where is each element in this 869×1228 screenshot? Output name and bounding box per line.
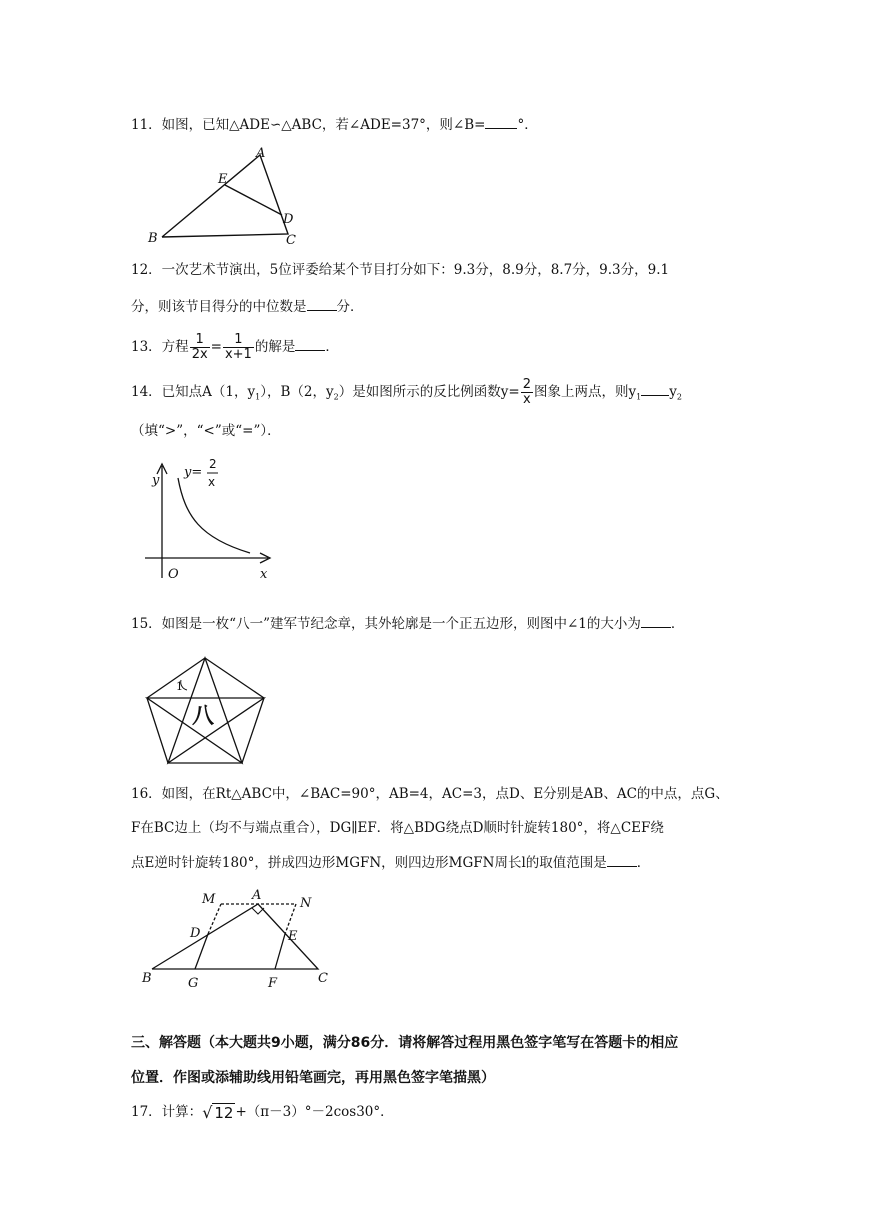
question-13: 13．方程 $\frac{1}{2x}$ = $\frac{1}{x+1}$ 的解是 ．: [131, 332, 339, 362]
fraction-1: $\frac{1}{2x}$: [191, 332, 208, 362]
svg-text:2: 2: [209, 457, 217, 471]
label-M: M: [202, 892, 216, 907]
answer-blank: [641, 613, 671, 628]
question-16-line1: 16．如图，在Rt△ABC中，∠BAC=90°，AB=4，AC=3，点D、E分别是AB、AC的中点，点G、: [131, 786, 729, 802]
answer-blank: [307, 296, 337, 311]
label-A: A: [252, 888, 262, 903]
x-axis-label: x: [260, 567, 268, 582]
label-D: D: [283, 212, 294, 227]
label-C: C: [318, 971, 328, 986]
sqrt-expression: √ 12: [202, 1102, 234, 1122]
function-label: y=: [184, 465, 203, 480]
label-E: E: [218, 172, 228, 187]
question-17: 17．计算：√ 12 +（π－3）°－2cos30°．: [131, 1102, 394, 1122]
figure-16-quadrilateral: [140, 884, 340, 992]
y-axis-label: y: [152, 473, 160, 488]
angle-1-label: 1: [176, 680, 183, 693]
svg-text:x: x: [208, 475, 216, 489]
question-14-line2: （填“>”，“<”或“=”）．: [131, 423, 281, 439]
question-12-line1: 12．一次艺术节演出，5位评委给某个节目打分如下：9.3分，8.9分，8.7分，9.3分，9.1: [131, 262, 670, 278]
question-15: 15．如图是一枚“八一”建军节纪念章，其外轮廓是一个正五边形，则图中∠1的大小为 ．: [131, 613, 684, 634]
answer-blank: [607, 852, 637, 867]
label-D: D: [190, 926, 201, 941]
question-16-line3: 点E逆时针旋转180°，拼成四边形MGFN，则四边形MGFN周长l的取值范围是 ．: [131, 852, 650, 873]
q11-text: 11．如图，已知△ADE∽△ABC，若∠ADE=37°，则∠B=: [131, 117, 486, 133]
section-3-heading-line1: 三、解答题（本大题共9小题，满分86分．请将解答过程用黑色签字笔写在答题卡的相应: [131, 1035, 679, 1051]
label-F: F: [268, 976, 278, 991]
question-11: 11．如图，已知△ADE∽△ABC，若∠ADE=37°，则∠B= °．: [131, 114, 538, 135]
center-char-ba: 八: [192, 704, 215, 729]
section-3-heading-line2: 位置．作图或添辅助线用铅笔画完，再用黑色签字笔描黑）: [131, 1070, 495, 1086]
label-N: N: [300, 896, 312, 911]
question-14-line1: 14．已知点A（1，$y_1$），B（2，$y_2$）是如图所示的反比例函数y= $\frac{2}{x}$ 图象上两点，则$y_1$ $y_2$: [131, 377, 682, 407]
figure-11-triangle: [140, 143, 310, 249]
answer-blank: [485, 114, 517, 129]
fraction-2: $\frac{1}{x+1}$: [224, 332, 252, 362]
answer-blank: [641, 381, 669, 396]
question-16-line2: F在BC边上（均不与端点重合），DG∥EF．将△BDG绕点D顺时针旋转180°，将△CEF绕: [131, 820, 664, 836]
figure-14-graph: [140, 456, 280, 586]
question-12-line2: 分，则该节目得分的中位数是 分．: [131, 296, 364, 317]
label-B: B: [148, 231, 158, 246]
label-G: G: [188, 976, 199, 991]
label-E: E: [288, 929, 298, 944]
fraction-2-over-x: $\frac{2}{x}$: [522, 377, 531, 407]
label-C: C: [286, 233, 296, 248]
answer-blank: [295, 336, 325, 351]
origin-label: O: [168, 567, 179, 582]
figure-15-pentagon: [140, 650, 270, 770]
label-B: B: [142, 971, 152, 986]
label-A: A: [256, 146, 266, 161]
